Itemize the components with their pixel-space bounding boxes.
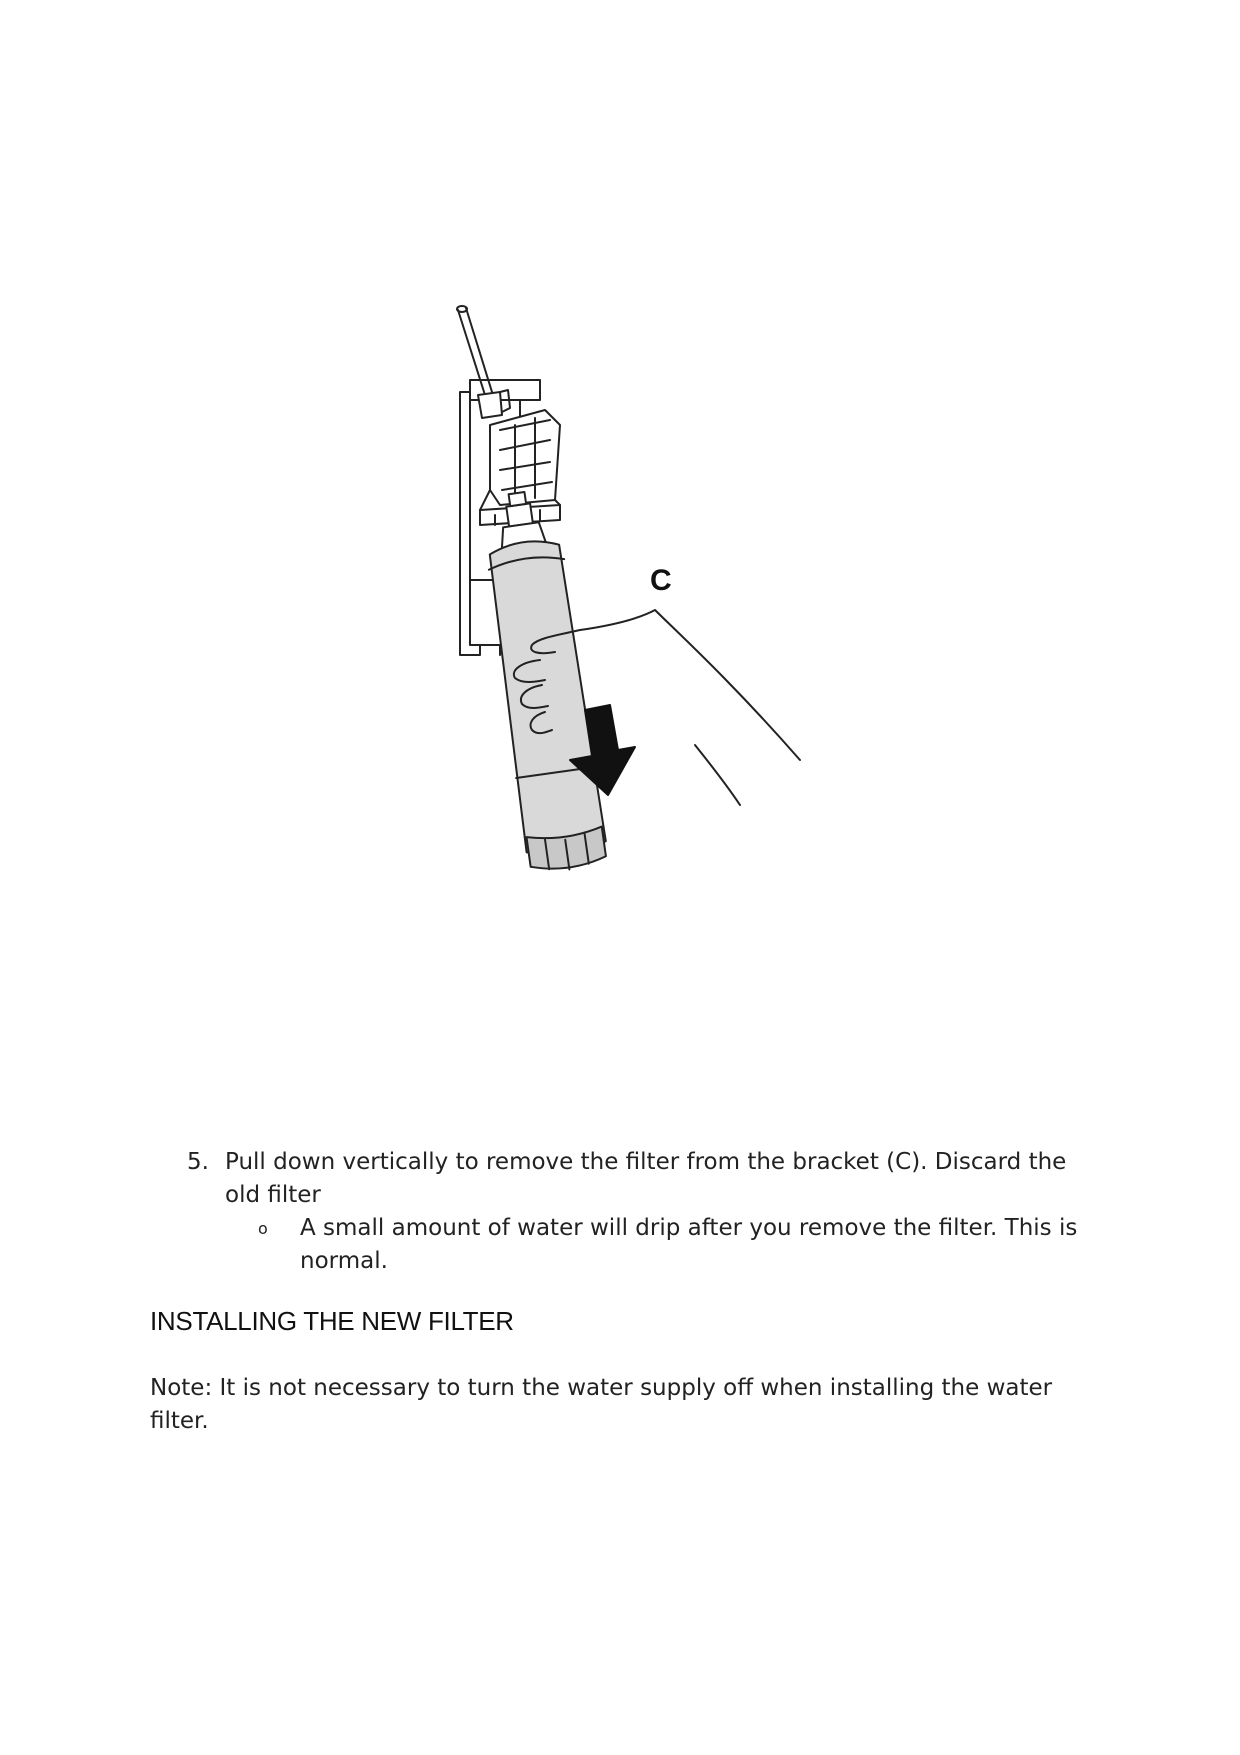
note-text: Note: It is not necessary to turn the water supply off when installing the water filter. [150, 1375, 1053, 1434]
filter-removal-illustration [440, 300, 880, 960]
step-text: Pull down vertically to remove the filter from the bracket (C). Discard the old filter [225, 1149, 1067, 1208]
section-heading: INSTALLING THE NEW FILTER [150, 1306, 514, 1336]
bullet-marker: o [258, 1219, 268, 1238]
sub-item-text: A small amount of water will drip after you remove the filter. This is normal. [300, 1215, 1078, 1274]
callout-label: C [650, 564, 672, 597]
step-number: 5. [187, 1149, 209, 1175]
